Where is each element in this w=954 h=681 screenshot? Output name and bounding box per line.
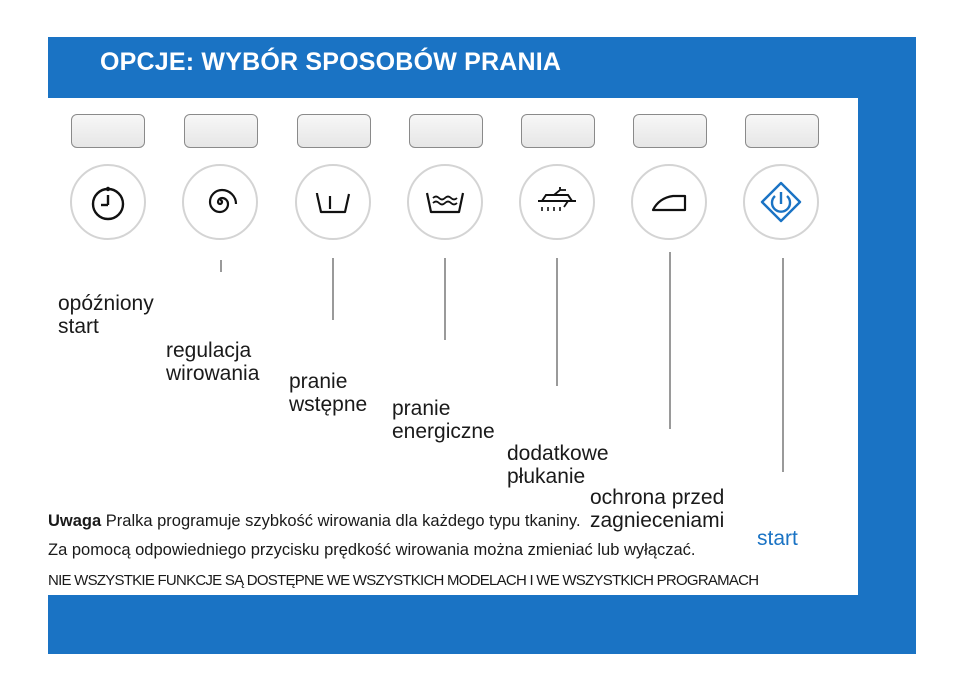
- leader-line: [669, 252, 671, 429]
- tub-icon: [313, 182, 353, 222]
- note-line-1: Uwaga Pralka programuje szybkość wirowania dla każdego typu tkaniny.: [48, 512, 581, 530]
- label-spin: regulacja wirowania: [166, 339, 260, 385]
- label-easy-iron: ochrona przed zagnieceniami: [590, 486, 725, 532]
- intensive-circle: [407, 164, 483, 240]
- note-line-3: NIE WSZYSTKIE FUNKCJE SĄ DOSTĘPNE WE WSZYSTKICH MODELACH I WE WSZYSTKICH PROGRAMACH: [48, 572, 759, 589]
- label-intensive: pranie energiczne: [392, 397, 495, 443]
- option-button-prewash[interactable]: [297, 114, 371, 148]
- option-button-spin[interactable]: [184, 114, 258, 148]
- leader-line: [444, 258, 446, 340]
- page-title: OPCJE: WYBÓR SPOSOBÓW PRANIA: [100, 48, 562, 76]
- option-button-intensive[interactable]: [409, 114, 483, 148]
- label-start: start: [757, 527, 798, 550]
- tub-waves-icon: [423, 182, 467, 222]
- rinse-icon: [534, 182, 580, 222]
- spin-circle: [182, 164, 258, 240]
- extra-rinse-circle: [519, 164, 595, 240]
- spiral-icon: [200, 182, 240, 222]
- start-circle: [743, 164, 819, 240]
- delay-start-circle: [70, 164, 146, 240]
- power-icon: [759, 180, 803, 224]
- clock-icon: [88, 182, 128, 222]
- note-line-2: Za pomocą odpowiedniego przycisku prędkość wirowania można zmieniać lub wyłączać.: [48, 541, 696, 559]
- note-uwaga: Uwaga: [48, 512, 102, 530]
- prewash-circle: [295, 164, 371, 240]
- option-button-delay-start[interactable]: [71, 114, 145, 148]
- label-delay-start: opóźniony start: [58, 292, 154, 338]
- option-button-start[interactable]: [745, 114, 819, 148]
- option-button-easy-iron[interactable]: [633, 114, 707, 148]
- label-extra-rinse: dodatkowe płukanie: [507, 442, 609, 488]
- leader-line: [782, 258, 784, 472]
- leader-line: [556, 258, 558, 386]
- easy-iron-circle: [631, 164, 707, 240]
- iron-icon: [647, 182, 691, 222]
- label-prewash: pranie wstępne: [289, 370, 368, 416]
- option-button-extra-rinse[interactable]: [521, 114, 595, 148]
- leader-line: [220, 260, 222, 272]
- leader-line: [332, 258, 334, 320]
